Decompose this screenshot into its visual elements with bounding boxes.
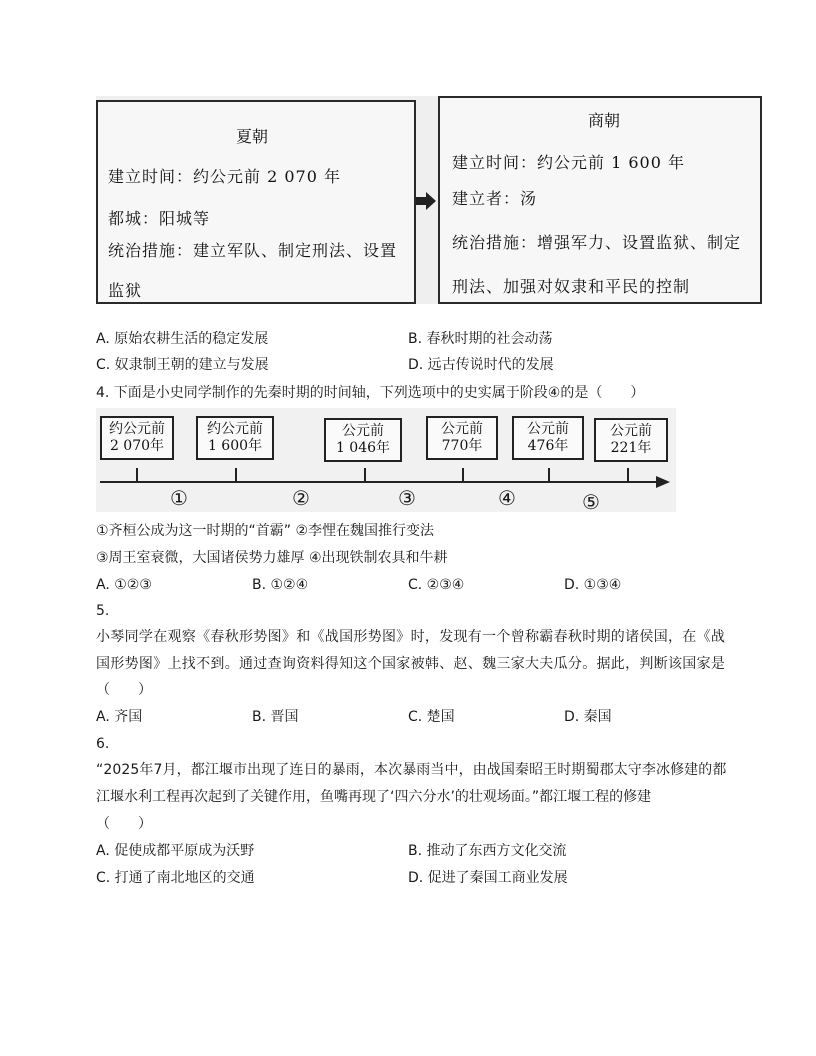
q3-option-b: B. 春秋时期的社会动荡 [408,331,553,347]
q6-number: 6. [96,736,110,752]
q6-text-line-1: “2025年7月，都江堰市出现了连日的暴雨，本次暴雨当中，由战国秦昭王时期蜀郡太守李冰修建的都 [96,762,727,778]
q3-option-c: C. 奴隶制王朝的建立与发展 [96,357,269,373]
q6-text-line-2: 江堰水利工程再次起到了关键作用，鱼嘴再现了‘四六分水’的壮观场面。”都江堰工程的修建 [96,789,652,805]
q3-option-a: A. 原始农耕生活的稳定发展 [96,331,269,347]
timeline-date-box [324,418,402,462]
q5-text-line-1: 小琴同学在观察《春秋形势图》和《战国形势图》时，发现有一个曾称霸春秋时期的诸侯国，在《战 [96,629,726,645]
q5-option-a: A. 齐国 [96,709,143,725]
timeline-stage-label: ③ [398,486,416,510]
q3-option-d: D. 远古传说时代的发展 [408,357,554,373]
q6-option-d: D. 促进了秦国工商业发展 [408,870,568,886]
timeline-date-year: 2 070年 [109,438,165,454]
q4-item-line-2: ③周王室衰微，大国诸侯势力雄厚 ④出现铁制农具和牛耕 [96,550,448,566]
timeline-stage-label: ② [292,486,310,510]
xia-dynasty-box [96,100,416,304]
shang-measures: 统治措施：增强军力、设置监狱、制定 [452,233,742,252]
timeline-date-box [594,418,668,462]
xia-measures-cont: 监狱 [108,281,143,300]
timeline-stage-label: ① [170,486,188,510]
q4-stem: 4. 下面是小史同学制作的先秦时期的时间轴，下列选项中的史实属于阶段④的是（ ） [96,385,645,401]
q5-option-c: C. 楚国 [408,709,455,725]
timeline-tick [364,468,366,482]
timeline-date-year: 1 600年 [207,438,263,454]
timeline-date-box [512,416,584,460]
timeline-tick [462,468,464,482]
timeline-date-box [100,416,174,460]
q6-option-c: C. 打通了南北地区的交通 [96,870,255,886]
timeline-date-year: 221年 [610,440,652,456]
shang-title: 商朝 [588,111,621,130]
q4-option-d: D. ①③④ [564,577,622,593]
timeline-date-prefix: 公元前 [527,421,569,437]
timeline-date-year: 1 046年 [335,440,391,456]
timeline-tick [235,468,237,482]
arrow-right-icon [416,192,436,210]
timeline-tick [548,468,550,482]
timeline-stage-label: ⑤ [582,490,600,514]
q4-option-a: A. ①②③ [96,577,152,593]
shang-measures-cont: 刑法、加强对奴隶和平民的控制 [452,277,691,296]
shang-dynasty-box [438,96,762,304]
q4-option-b: B. ①②④ [252,577,309,593]
xia-founding-time: 建立时间：约公元前 2 070 年 [108,167,341,186]
dynasty-figure [96,96,762,304]
timeline-date-prefix: 约公元前 [207,421,263,437]
timeline-date-prefix: 公元前 [342,423,384,439]
q6-option-a: A. 促使成都平原成为沃野 [96,843,255,859]
timeline-tick [627,468,629,482]
timeline-date-prefix: 约公元前 [109,421,165,437]
shang-founder: 建立者：汤 [452,189,538,208]
timeline-date-prefix: 公元前 [610,423,652,439]
timeline-date-year: 476年 [527,438,569,454]
q6-answer-paren: （ ） [96,816,152,832]
timeline-date-prefix: 公元前 [441,421,483,437]
timeline-date-box [426,416,498,460]
q4-item-line-1: ①齐桓公成为这一时期的“首霸” ②李悝在魏国推行变法 [96,523,435,539]
timeline-tick [136,468,138,482]
xia-measures: 统治措施：建立军队、制定刑法、设置 [108,241,398,260]
q4-option-c: C. ②③④ [408,577,465,593]
q5-text-line-2: 国形势图》上找不到。通过查询资料得知这个国家被韩、赵、魏三家大夫瓜分。据此，判断该国家是 [96,656,726,672]
timeline-date-year: 770年 [441,438,483,454]
q5-answer-paren: （ ） [96,682,152,698]
xia-capital: 都城：阳城等 [108,209,211,228]
timeline-stage-label: ④ [498,486,516,510]
q5-option-b: B. 晋国 [252,709,299,725]
q5-number: 5. [96,603,110,619]
timeline-date-box [196,416,274,460]
xia-title: 夏朝 [236,127,269,146]
timeline-axis [100,481,660,483]
timeline-arrowhead-icon [656,476,670,488]
q6-option-b: B. 推动了东西方文化交流 [408,843,567,859]
timeline-figure [96,408,676,512]
q5-option-d: D. 秦国 [564,709,612,725]
shang-founding-time: 建立时间：约公元前 1 600 年 [452,153,685,172]
